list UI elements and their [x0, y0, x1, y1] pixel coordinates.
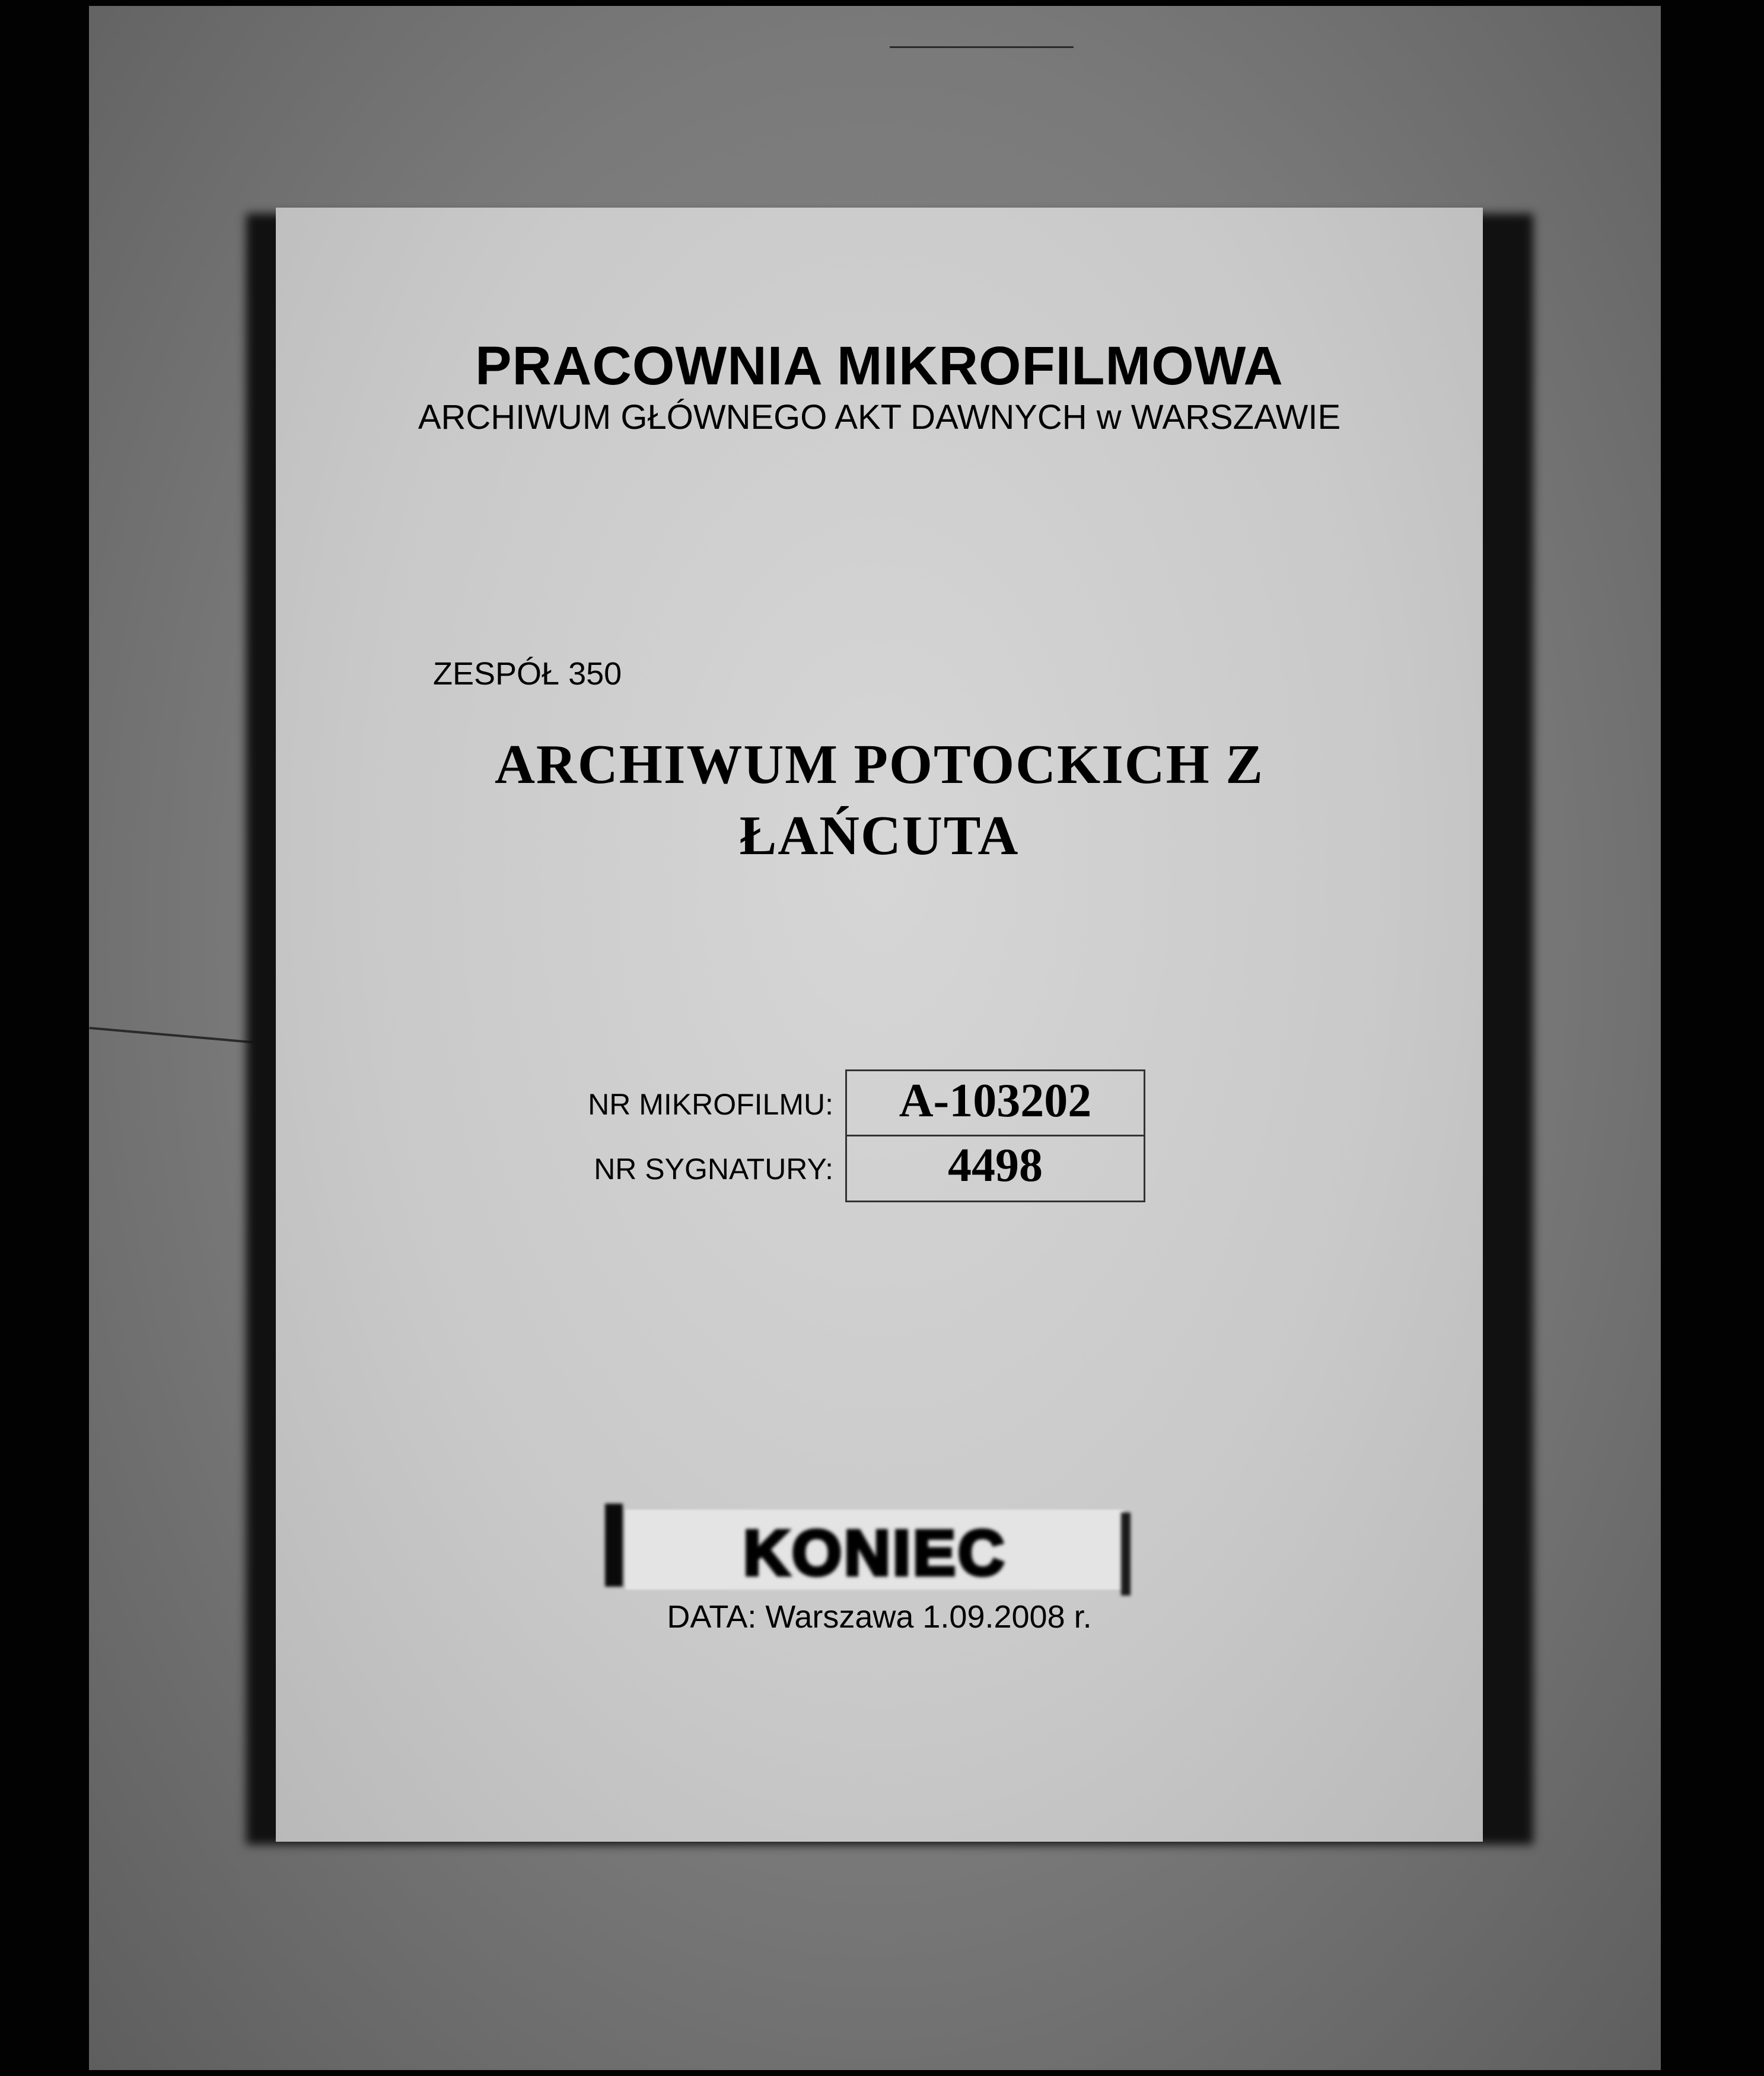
stamp-right-edge — [1121, 1513, 1131, 1596]
end-stamp — [626, 1510, 1124, 1590]
institution-subtitle: ARCHIWUM GŁÓWNEGO AKT DAWNYCH w WARSZAWIE — [418, 398, 1341, 437]
fond-title-line-2: ŁAŃCUTA — [739, 805, 1020, 867]
scratch-mark — [890, 46, 1074, 48]
institution-title: PRACOWNIA MIKROFILMOWA — [475, 336, 1284, 396]
details-box — [845, 1069, 1145, 1202]
stamp-left-edge — [605, 1504, 623, 1587]
date-line: DATA: Warszawa 1.09.2008 r. — [667, 1599, 1092, 1635]
signature-number-value: 4498 — [948, 1139, 1043, 1192]
end-stamp-text: KONIEC — [743, 1517, 1007, 1588]
title-sheet — [276, 208, 1483, 1842]
box-divider — [847, 1135, 1144, 1136]
signature-number-label: NR SYGNATURY: — [594, 1152, 833, 1186]
fond-number: ZESPÓŁ 350 — [433, 656, 622, 692]
microfilm-number-value: A-103202 — [899, 1075, 1092, 1127]
fond-title-line-1: ARCHIWUM POTOCKICH Z — [495, 734, 1264, 795]
microfilm-number-label: NR MIKROFILMU: — [588, 1088, 833, 1121]
